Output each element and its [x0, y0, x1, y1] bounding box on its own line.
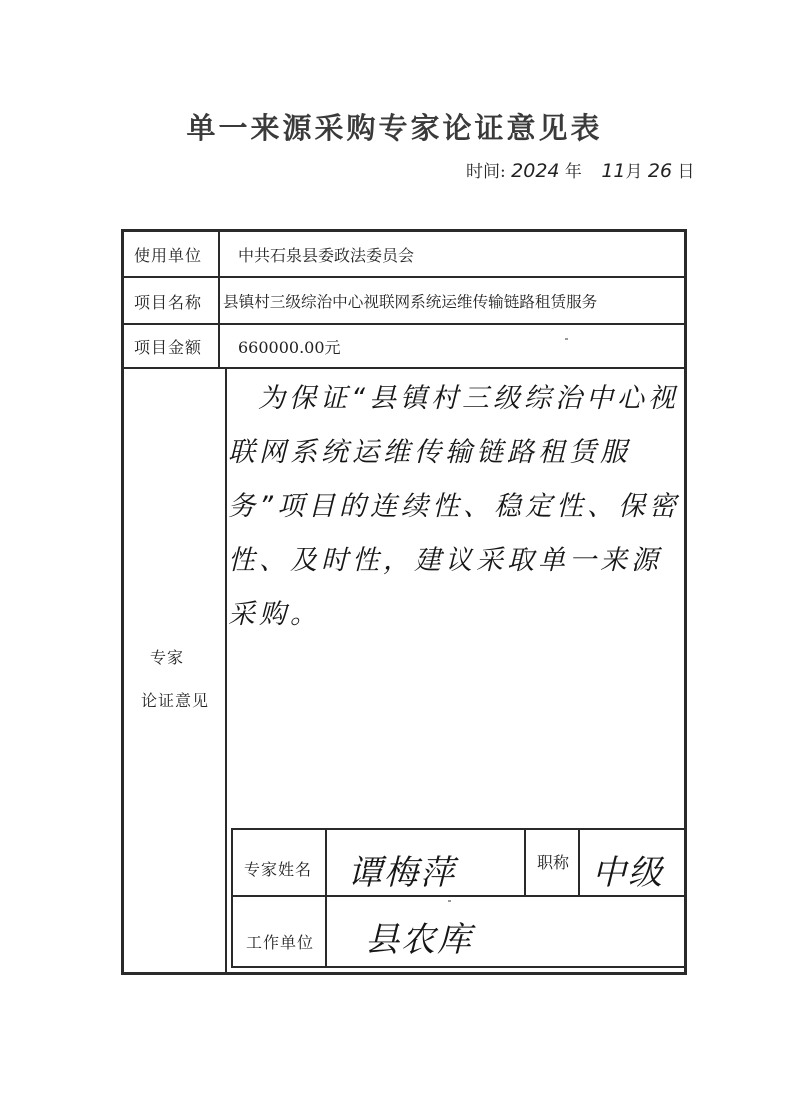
workplace-label: 工作单位 [246, 933, 315, 952]
date-day: 26 [647, 160, 673, 182]
form-title: 单一来源采购专家论证意见表 [186, 111, 603, 145]
project-name-value: 县镇村三级综治中心视联网系统运维传输链路租赁服务 [223, 293, 598, 311]
expert-name-label: 专家姓名 [244, 860, 313, 879]
date-day-unit: 日 [677, 162, 695, 182]
project-amount-label: 项目金额 [134, 338, 203, 357]
date-line [466, 157, 695, 182]
expert-name-divider [325, 828, 327, 968]
workplace-value: 县农库 [365, 920, 473, 960]
scan-speck [448, 900, 451, 902]
user-unit-label: 使用单位 [134, 246, 203, 265]
date-label: 时间: [466, 162, 506, 182]
expert-title-value-divider [578, 828, 580, 896]
expert-title-value: 中级 [592, 853, 664, 893]
expert-opinion-handwritten: 为保证“县镇村三级综治中心视联网系统运维传输链路租赁服务”项目的连续性、稳定性、保密性、及时性，建议采取单一来源采购。 [228, 383, 680, 630]
expert-box-middle [231, 895, 687, 897]
label-column-divider [218, 229, 220, 369]
row-divider [121, 276, 687, 278]
row-divider [121, 323, 687, 325]
expert-name-signature: 谭梅萍 [348, 853, 456, 893]
date-year: 2024 [511, 160, 560, 182]
expert-box-top [231, 828, 687, 830]
expert-box-bottom [231, 966, 687, 968]
expert-box-left [231, 828, 233, 968]
scan-speck [565, 338, 568, 340]
expert-title-label: 职称 [537, 853, 570, 872]
opinion-label-line1: 专家 [150, 648, 185, 667]
row-divider [121, 367, 687, 369]
project-name-label: 项目名称 [134, 293, 203, 312]
opinion-column-divider [225, 367, 227, 975]
date-month-unit: 月 [625, 162, 643, 182]
user-unit-value: 中共石泉县委政法委员会 [238, 246, 415, 265]
date-month: 11 [601, 160, 626, 182]
project-amount-value: 660000.00元 [238, 338, 341, 357]
date-year-unit: 年 [564, 162, 582, 182]
expert-title-divider [524, 828, 526, 896]
opinion-label-line2: 论证意见 [141, 691, 210, 710]
